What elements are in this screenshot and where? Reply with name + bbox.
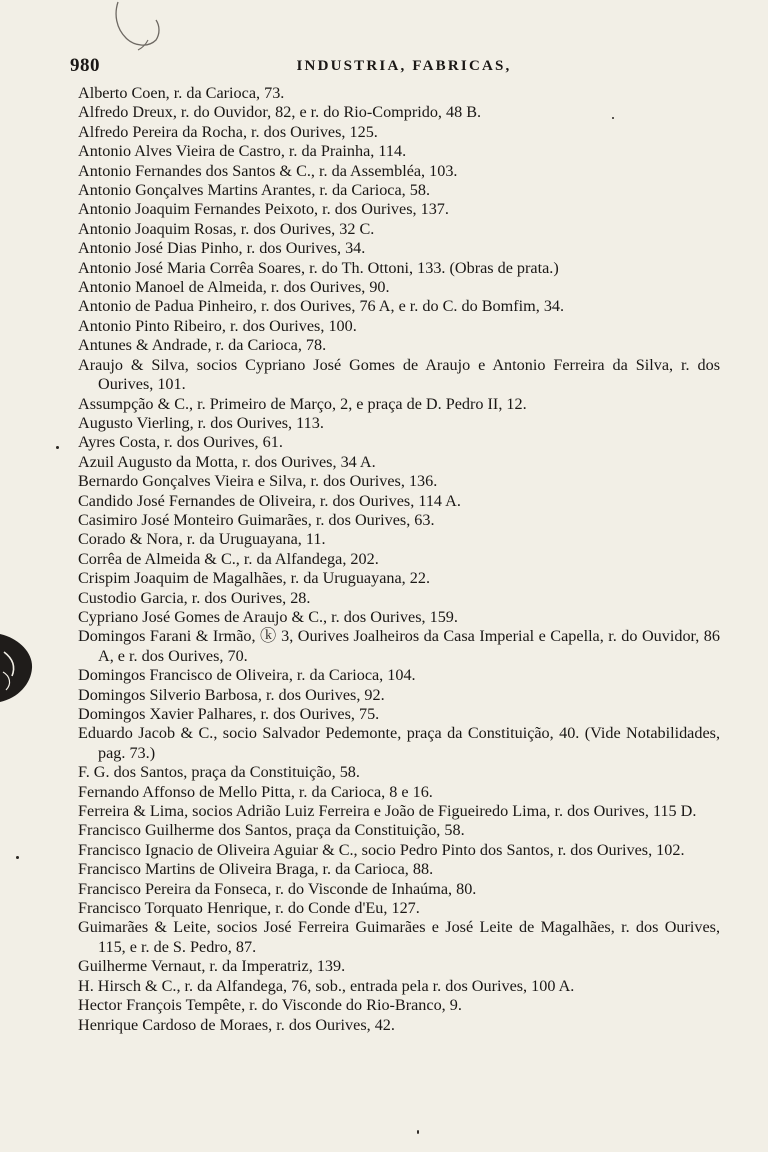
directory-entry: Azuil Augusto da Motta, r. dos Ourives, 34 A. [78, 452, 376, 471]
directory-entry: Antonio Pinto Ribeiro, r. dos Ourives, 100. [78, 316, 357, 335]
directory-entry: Araujo & Silva, socios Cypriano José Gomes de Araujo e Antonio Ferreira da Silva, r. dos Ourives, 101. [78, 355, 720, 394]
directory-entry: Antonio Manoel de Almeida, r. dos Ourives, 90. [78, 278, 390, 297]
directory-entry: Cypriano José Gomes de Araujo & C., r. dos Ourives, 159. [78, 607, 458, 626]
pen-scribble-mark [104, 0, 174, 58]
directory-entry: Antunes & Andrade, r. da Carioca, 78. [78, 336, 327, 355]
directory-entry: Augusto Vierling, r. dos Ourives, 113. [78, 413, 324, 432]
directory-entry: Casimiro José Monteiro Guimarães, r. dos Ourives, 63. [78, 510, 435, 529]
directory-entry: Alfredo Pereira da Rocha, r. dos Ourives, 125. [78, 122, 378, 141]
directory-entry: Antonio Gonçalves Martins Arantes, r. da Carioca, 58. [78, 181, 430, 200]
directory-entry: Crispim Joaquim de Magalhães, r. da Uruguayana, 22. [78, 569, 430, 588]
running-title: INDUSTRIA, FABRICAS, [296, 58, 512, 74]
directory-entry: Antonio Joaquim Rosas, r. dos Ourives, 32 C. [78, 219, 375, 238]
directory-entry: Antonio de Padua Pinheiro, r. dos Ourives, 76 A, e r. do C. do Bomfim, 34. [78, 297, 565, 316]
directory-entry: F. G. dos Santos, praça da Constituição, 58. [78, 763, 360, 782]
directory-entry: Corado & Nora, r. da Uruguayana, 11. [78, 530, 326, 549]
directory-entry: Henrique Cardoso de Moraes, r. dos Ourives, 42. [78, 1015, 395, 1034]
directory-entry: Corrêa de Almeida & C., r. da Alfandega, 202. [78, 549, 379, 568]
directory-entry: Ferreira & Lima, socios Adrião Luiz Ferreira e João de Figueiredo Lima, r. dos Ourives, 115 D. [78, 802, 697, 821]
directory-entry: Francisco Guilherme dos Santos, praça da Constituição, 58. [78, 821, 465, 840]
directory-entry: Domingos Farani & Irmão, ⓚ 3, Ourives Joalheiros da Casa Imperial e Capella, r. do Ouvidor, 86 A, e r. dos Ourives, 70. [78, 627, 720, 665]
directory-entry: Eduardo Jacob & C., socio Salvador Pedemonte, praça da Constituição, 40. (Vide Notabilidades, pag. 73.) [78, 724, 720, 762]
directory-entry: Antonio Fernandes dos Santos & C., r. da Assembléa, 103. [78, 161, 458, 180]
directory-entry: Alfredo Dreux, r. do Ouvidor, 82, e r. do Rio-Comprido, 48 B. [78, 103, 482, 122]
directory-entry: Domingos Francisco de Oliveira, r. da Carioca, 104. [78, 666, 416, 685]
directory-entry: Domingos Xavier Palhares, r. dos Ourives, 75. [78, 705, 380, 723]
ink-blot [0, 632, 34, 704]
directory-entry: Antonio José Dias Pinho, r. dos Ourives, 34. [78, 239, 366, 258]
directory-entry: Francisco Ignacio de Oliveira Aguiar & C., socio Pedro Pinto dos Santos, r. dos Ourives, 102. [78, 840, 685, 859]
page-number: 980 [70, 55, 100, 76]
directory-entry: Hector François Tempête, r. do Visconde do Rio-Branco, 9. [78, 996, 462, 1015]
directory-entry: Francisco Torquato Henrique, r. do Conde d'Eu, 127. [78, 899, 420, 918]
directory-entry: Antonio Alves Vieira de Castro, r. da Prainha, 114. [78, 142, 407, 161]
directory-entry: Bernardo Gonçalves Vieira e Silva, r. dos Ourives, 136. [78, 472, 438, 491]
directory-entry: Francisco Pereira da Fonseca, r. do Visconde de Inhaúma, 80. [78, 879, 477, 898]
ink-speck [56, 446, 59, 449]
ink-speck [16, 856, 19, 859]
directory-entry: Alberto Coen, r. da Carioca, 73. [78, 84, 285, 102]
directory-entry: Candido José Fernandes de Oliveira, r. dos Ourives, 114 A. [78, 491, 461, 510]
directory-entry: Domingos Silverio Barbosa, r. dos Ourives, 92. [78, 685, 385, 704]
directory-entry: Antonio Joaquim Fernandes Peixoto, r. dos Ourives, 137. [78, 200, 449, 219]
directory-entry: Assumpção & C., r. Primeiro de Março, 2, e praça de D. Pedro II, 12. [78, 394, 527, 413]
directory-entry: Guimarães & Leite, socios José Ferreira Guimarães e José Leite de Magalhães, r. dos Ourives, 115, e r. de S. Pedro, 87. [78, 918, 720, 956]
directory-entry: Francisco Martins de Oliveira Braga, r. da Carioca, 88. [78, 860, 434, 879]
directory-entry: H. Hirsch & C., r. da Alfandega, 76, sob., entrada pela r. dos Ourives, 100 A. [78, 976, 575, 995]
ink-speck [612, 117, 614, 119]
directory-list [78, 84, 720, 1035]
directory-entry: Fernando Affonso de Mello Pitta, r. da Carioca, 8 e 16. [78, 782, 433, 801]
ink-speck [417, 1130, 419, 1134]
directory-entry: Guilherme Vernaut, r. da Imperatriz, 139. [78, 957, 346, 976]
directory-entry: Ayres Costa, r. dos Ourives, 61. [78, 433, 283, 452]
directory-entry: Custodio Garcia, r. dos Ourives, 28. [78, 588, 311, 607]
directory-entry: Antonio José Maria Corrêa Soares, r. do Th. Ottoni, 133. (Obras de prata.) [78, 258, 559, 277]
